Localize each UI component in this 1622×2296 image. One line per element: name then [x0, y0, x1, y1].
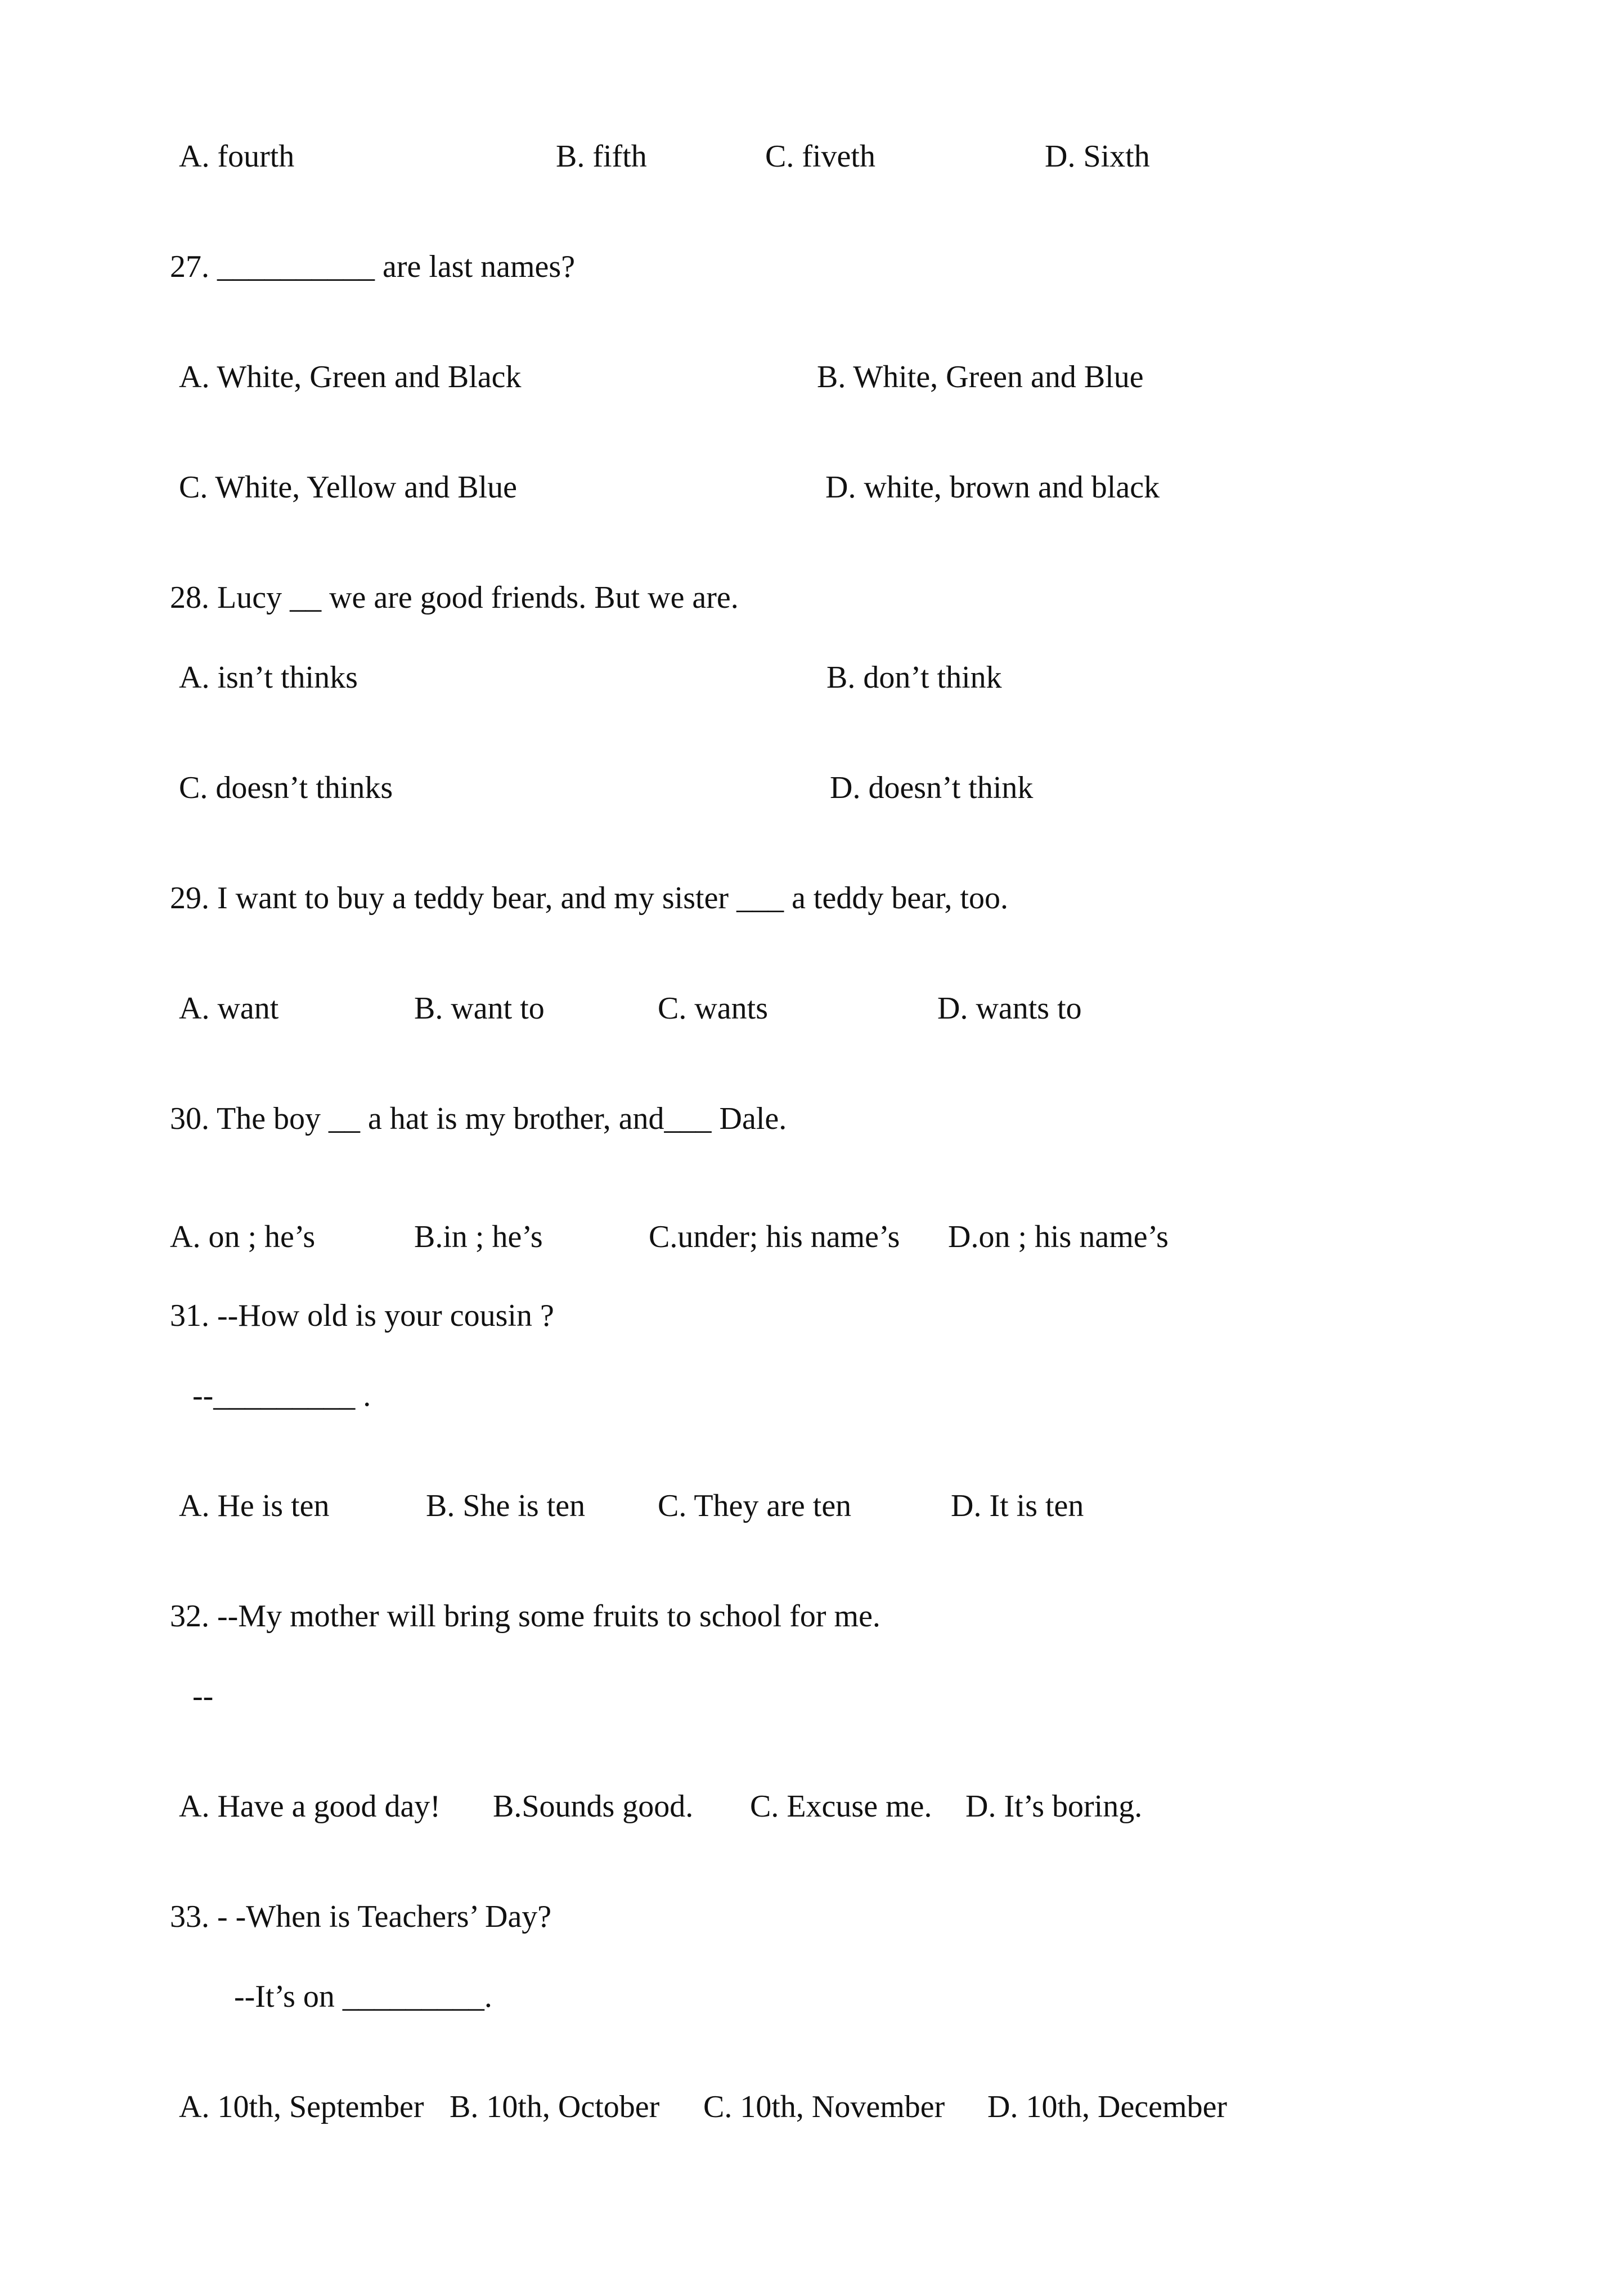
- q28-option-c: C. doesn’t thinks: [179, 770, 393, 805]
- q29-option-d: D. wants to: [937, 991, 1082, 1026]
- q33-option-c: C. 10th, November: [703, 2089, 945, 2124]
- q32-option-c: C. Excuse me.: [750, 1789, 932, 1824]
- q32-option-a: A. Have a good day!: [179, 1789, 441, 1824]
- q26-option-b: B. fifth: [556, 139, 647, 174]
- q27-option-c: C. White, Yellow and Blue: [179, 470, 517, 505]
- q27-option-b: B. White, Green and Blue: [817, 360, 1144, 394]
- q30-stem: 30. The boy __ a hat is my brother, and___ Dale.: [170, 1101, 787, 1136]
- q28-option-b: B. don’t think: [826, 660, 1002, 695]
- q29-stem: 29. I want to buy a teddy bear, and my sister ___ a teddy bear, too.: [170, 881, 1009, 916]
- q30-option-c: C.under; his name’s: [649, 1219, 900, 1254]
- q28-option-a: A. isn’t thinks: [179, 660, 358, 695]
- q31-option-d: D. It is ten: [951, 1488, 1084, 1523]
- q33-option-a: A. 10th, September: [179, 2089, 424, 2124]
- q26-option-c: C. fiveth: [765, 139, 875, 174]
- q30-option-a: A. on ; he’s: [170, 1219, 316, 1254]
- q32-stem: 32. --My mother will bring some fruits to school for me.: [170, 1599, 880, 1634]
- q28-stem: 28. Lucy __ we are good friends. But we are.: [170, 580, 739, 615]
- q27-stem: 27. __________ are last names?: [170, 249, 576, 284]
- q29-option-a: A. want: [179, 991, 279, 1026]
- q32-option-d: D. It’s boring.: [965, 1789, 1143, 1824]
- q27-option-a: A. White, Green and Black: [179, 360, 522, 394]
- q31-option-b: B. She is ten: [426, 1488, 586, 1523]
- q29-option-b: B. want to: [414, 991, 545, 1026]
- q33-option-d: D. 10th, December: [987, 2089, 1228, 2124]
- q31-option-c: C. They are ten: [658, 1488, 852, 1523]
- q33-stem: 33. - -When is Teachers’ Day?: [170, 1899, 552, 1934]
- q30-option-b: B.in ; he’s: [414, 1219, 543, 1254]
- q26-option-d: D. Sixth: [1045, 139, 1150, 174]
- q28-option-d: D. doesn’t think: [830, 770, 1034, 805]
- q31-option-a: A. He is ten: [179, 1488, 330, 1523]
- q33-option-b: B. 10th, October: [450, 2089, 660, 2124]
- q33-reply: --It’s on _________.: [234, 1979, 492, 2014]
- q29-option-c: C. wants: [658, 991, 768, 1026]
- q27-option-d: D. white, brown and black: [825, 470, 1160, 505]
- q32-reply: --: [192, 1679, 214, 1714]
- q26-option-a: A. fourth: [179, 139, 295, 174]
- q30-option-d: D.on ; his name’s: [948, 1219, 1169, 1254]
- q32-option-b: B.Sounds good.: [493, 1789, 694, 1824]
- q31-reply: --_________ .: [192, 1378, 371, 1413]
- q31-stem: 31. --How old is your cousin ?: [170, 1298, 554, 1333]
